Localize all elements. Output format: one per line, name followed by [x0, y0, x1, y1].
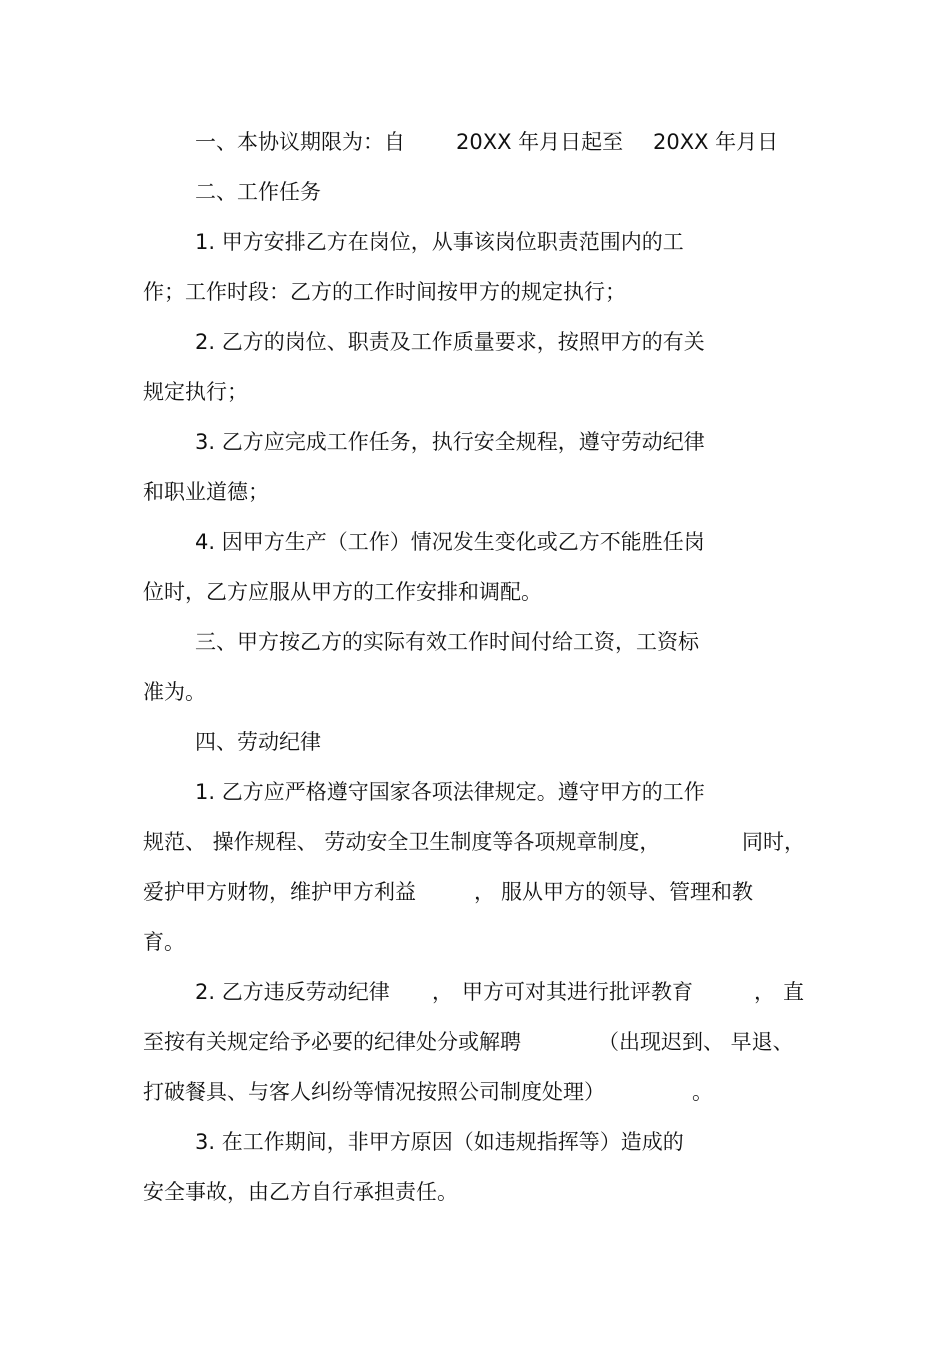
discipline-item-2-line-1-comma-1: ，: [432, 980, 453, 1004]
task-item-1-line-1: 1. 甲方安排乙方在岗位，从事该岗位职责范围内的工: [195, 230, 684, 254]
task-item-4-line-2: 位时，乙方应服从甲方的工作安排和调配。: [143, 580, 542, 604]
task-item-3-line-2: 和职业道德；: [143, 480, 269, 504]
section-2-heading: 二、工作任务: [195, 180, 321, 204]
discipline-item-2-line-1-comma-2: ，: [754, 980, 775, 1004]
discipline-item-2-line-1-text: 2. 乙方违反劳动纪律: [195, 980, 390, 1004]
discipline-item-1-line-2-tail: 同时，: [742, 830, 805, 854]
discipline-item-1-line-4: 育。: [143, 930, 185, 954]
discipline-item-2-line-3: [0, 1077, 950, 1107]
discipline-item-2-line-2-tail: （出现迟到、 早退、: [598, 1030, 794, 1054]
discipline-item-2-line-2: [0, 1027, 950, 1057]
discipline-item-3-line-2: 安全事故，由乙方自行承担责任。: [143, 1180, 458, 1204]
section-3-line-1: 三、甲方按乙方的实际有效工作时间付给工资，工资标: [195, 630, 699, 654]
task-item-1-line-2: 作；工作时段：乙方的工作时间按甲方的规定执行；: [143, 280, 626, 304]
discipline-item-1-line-3-tail: 服从甲方的领导、管理和教: [501, 880, 753, 904]
discipline-item-2-line-1: [0, 977, 950, 1007]
task-item-2-line-1: 2. 乙方的岗位、职责及工作质量要求，按照甲方的有关: [195, 330, 705, 354]
task-item-2-line-2: 规定执行；: [143, 380, 248, 404]
discipline-item-1-line-3: [0, 877, 950, 907]
discipline-item-1-line-3-comma: ，: [474, 880, 495, 904]
task-item-3-line-1: 3. 乙方应完成工作任务，执行安全规程，遵守劳动纪律: [195, 430, 705, 454]
discipline-item-2-line-3-period: 。: [692, 1080, 713, 1104]
discipline-item-2-line-1-tail: 直: [783, 980, 804, 1004]
discipline-item-3-line-1: 3. 在工作期间，非甲方原因（如违规指挥等）造成的: [195, 1130, 684, 1154]
term-start-date: 20XX 年月日起至: [456, 130, 624, 154]
discipline-item-2-line-2-text: 至按有关规定给予必要的纪律处分或解聘: [143, 1030, 521, 1054]
discipline-item-1-line-2-text: 规范、 操作规程、 劳动安全卫生制度等各项规章制度，: [143, 830, 661, 854]
discipline-item-1-line-2: [0, 827, 950, 857]
section-3-line-2: 准为。: [143, 680, 206, 704]
discipline-item-2-line-3-text: 打破餐具、与客人纠纷等情况按照公司制度处理）: [143, 1080, 605, 1104]
term-end-date: 20XX 年月日: [653, 130, 779, 154]
task-item-4-line-1: 4. 因甲方生产（工作）情况发生变化或乙方不能胜任岗: [195, 530, 705, 554]
section-4-heading: 四、劳动纪律: [195, 730, 321, 754]
clause-1-term-line: [0, 127, 950, 157]
discipline-item-2-line-1-middle: 甲方可对其进行批评教育: [462, 980, 693, 1004]
discipline-item-1-line-3-text: 爱护甲方财物，维护甲方利益: [143, 880, 416, 904]
term-label: 一、本协议期限为：自: [195, 130, 405, 154]
discipline-item-1-line-1: 1. 乙方应严格遵守国家各项法律规定。遵守甲方的工作: [195, 780, 705, 804]
